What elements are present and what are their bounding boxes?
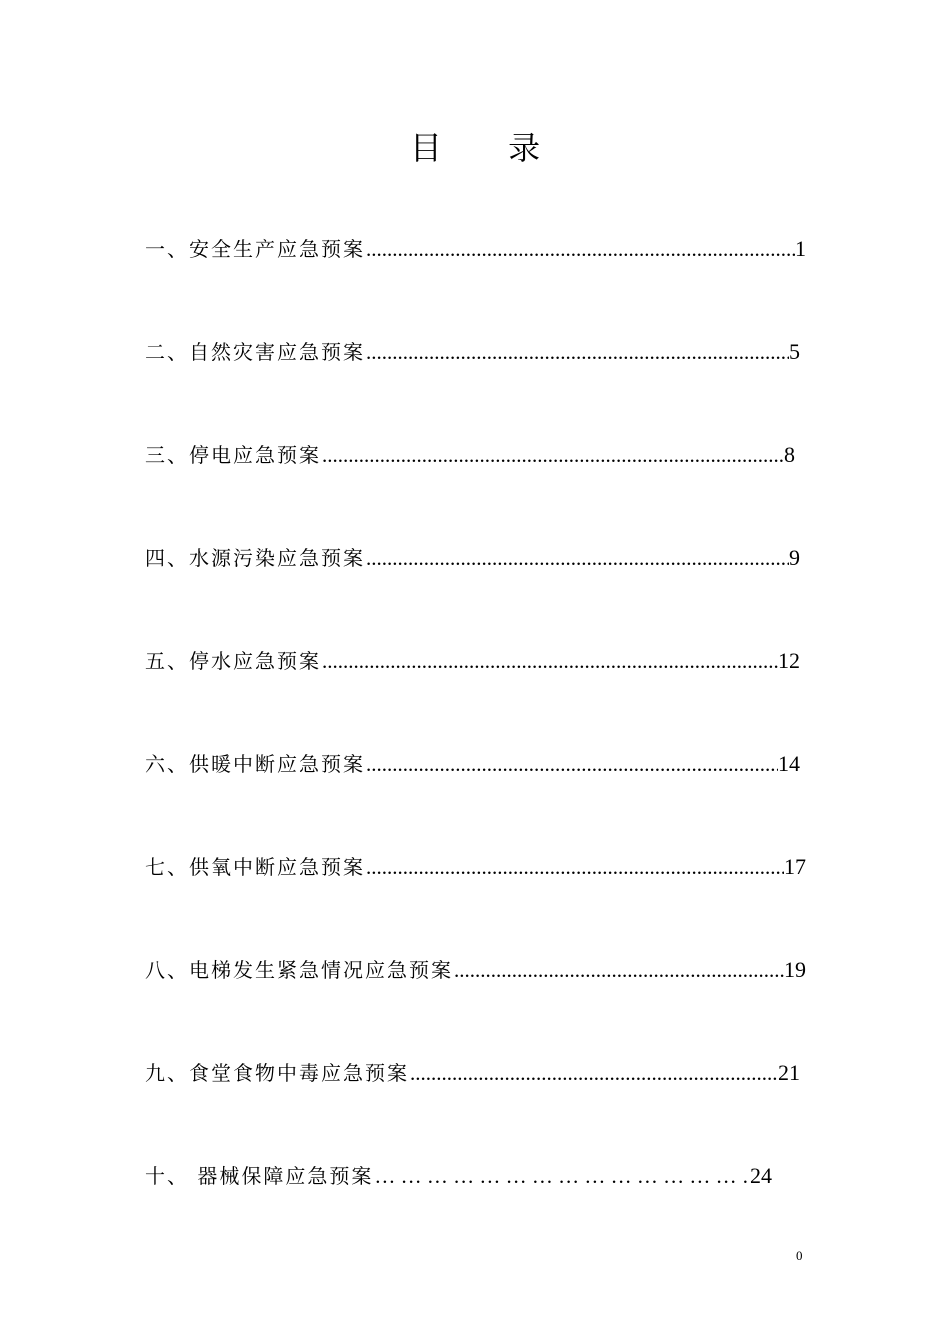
toc-entry-page: 21 bbox=[778, 1060, 800, 1085]
toc-entry-label: 八、电梯发生紧急情况应急预案 bbox=[145, 958, 453, 982]
toc-entry[interactable] bbox=[145, 434, 795, 537]
toc-entry-label: 四、水源污染应急预案 bbox=[145, 546, 365, 570]
toc-dot-leader bbox=[365, 846, 784, 888]
toc-dot-leader bbox=[321, 434, 784, 476]
toc-entry-page: 17 bbox=[784, 854, 806, 879]
toc-entry[interactable] bbox=[145, 846, 806, 949]
toc-entry-page: 8 bbox=[784, 442, 795, 467]
table-of-contents bbox=[145, 228, 815, 1258]
page-number: 0 bbox=[796, 1248, 803, 1263]
toc-dot-leader bbox=[365, 331, 789, 373]
toc-entry[interactable] bbox=[145, 228, 806, 331]
toc-entry-page: 5 bbox=[789, 339, 800, 364]
toc-entry[interactable] bbox=[145, 1052, 800, 1155]
toc-entry-page: 14 bbox=[778, 751, 800, 776]
toc-dot-leader bbox=[321, 640, 778, 682]
toc-entry-label: 三、停电应急预案 bbox=[145, 443, 321, 467]
toc-entry-label: 一、安全生产应急预案 bbox=[145, 237, 365, 261]
toc-dot-leader bbox=[373, 1155, 750, 1197]
toc-entry[interactable] bbox=[145, 949, 806, 1052]
page-title: 目 录 bbox=[409, 129, 569, 167]
toc-entry[interactable] bbox=[145, 537, 800, 640]
toc-entry-page: 12 bbox=[778, 648, 800, 673]
toc-entry-page: 19 bbox=[784, 957, 806, 982]
toc-entry-label: 七、供氧中断应急预案 bbox=[145, 855, 365, 879]
toc-entry[interactable] bbox=[145, 1155, 772, 1258]
toc-entry-page: 9 bbox=[789, 545, 800, 570]
toc-entry-label: 二、自然灾害应急预案 bbox=[145, 340, 365, 364]
toc-entry[interactable] bbox=[145, 640, 800, 743]
toc-entry-label: 五、停水应急预案 bbox=[145, 649, 321, 673]
toc-dot-leader bbox=[365, 743, 778, 785]
toc-dot-leader bbox=[409, 1052, 778, 1094]
toc-entry[interactable] bbox=[145, 331, 800, 434]
toc-entry[interactable] bbox=[145, 743, 800, 846]
toc-entry-label: 六、供暖中断应急预案 bbox=[145, 752, 365, 776]
toc-entry-label: 九、食堂食物中毒应急预案 bbox=[145, 1061, 409, 1085]
toc-dot-leader bbox=[453, 949, 784, 991]
toc-dot-leader bbox=[365, 228, 795, 270]
toc-entry-label: 十、 器械保障应急预案 bbox=[145, 1164, 374, 1188]
toc-entry-page: 24 bbox=[750, 1163, 772, 1188]
toc-entry-page: 1 bbox=[795, 236, 806, 261]
toc-dot-leader bbox=[365, 537, 789, 579]
